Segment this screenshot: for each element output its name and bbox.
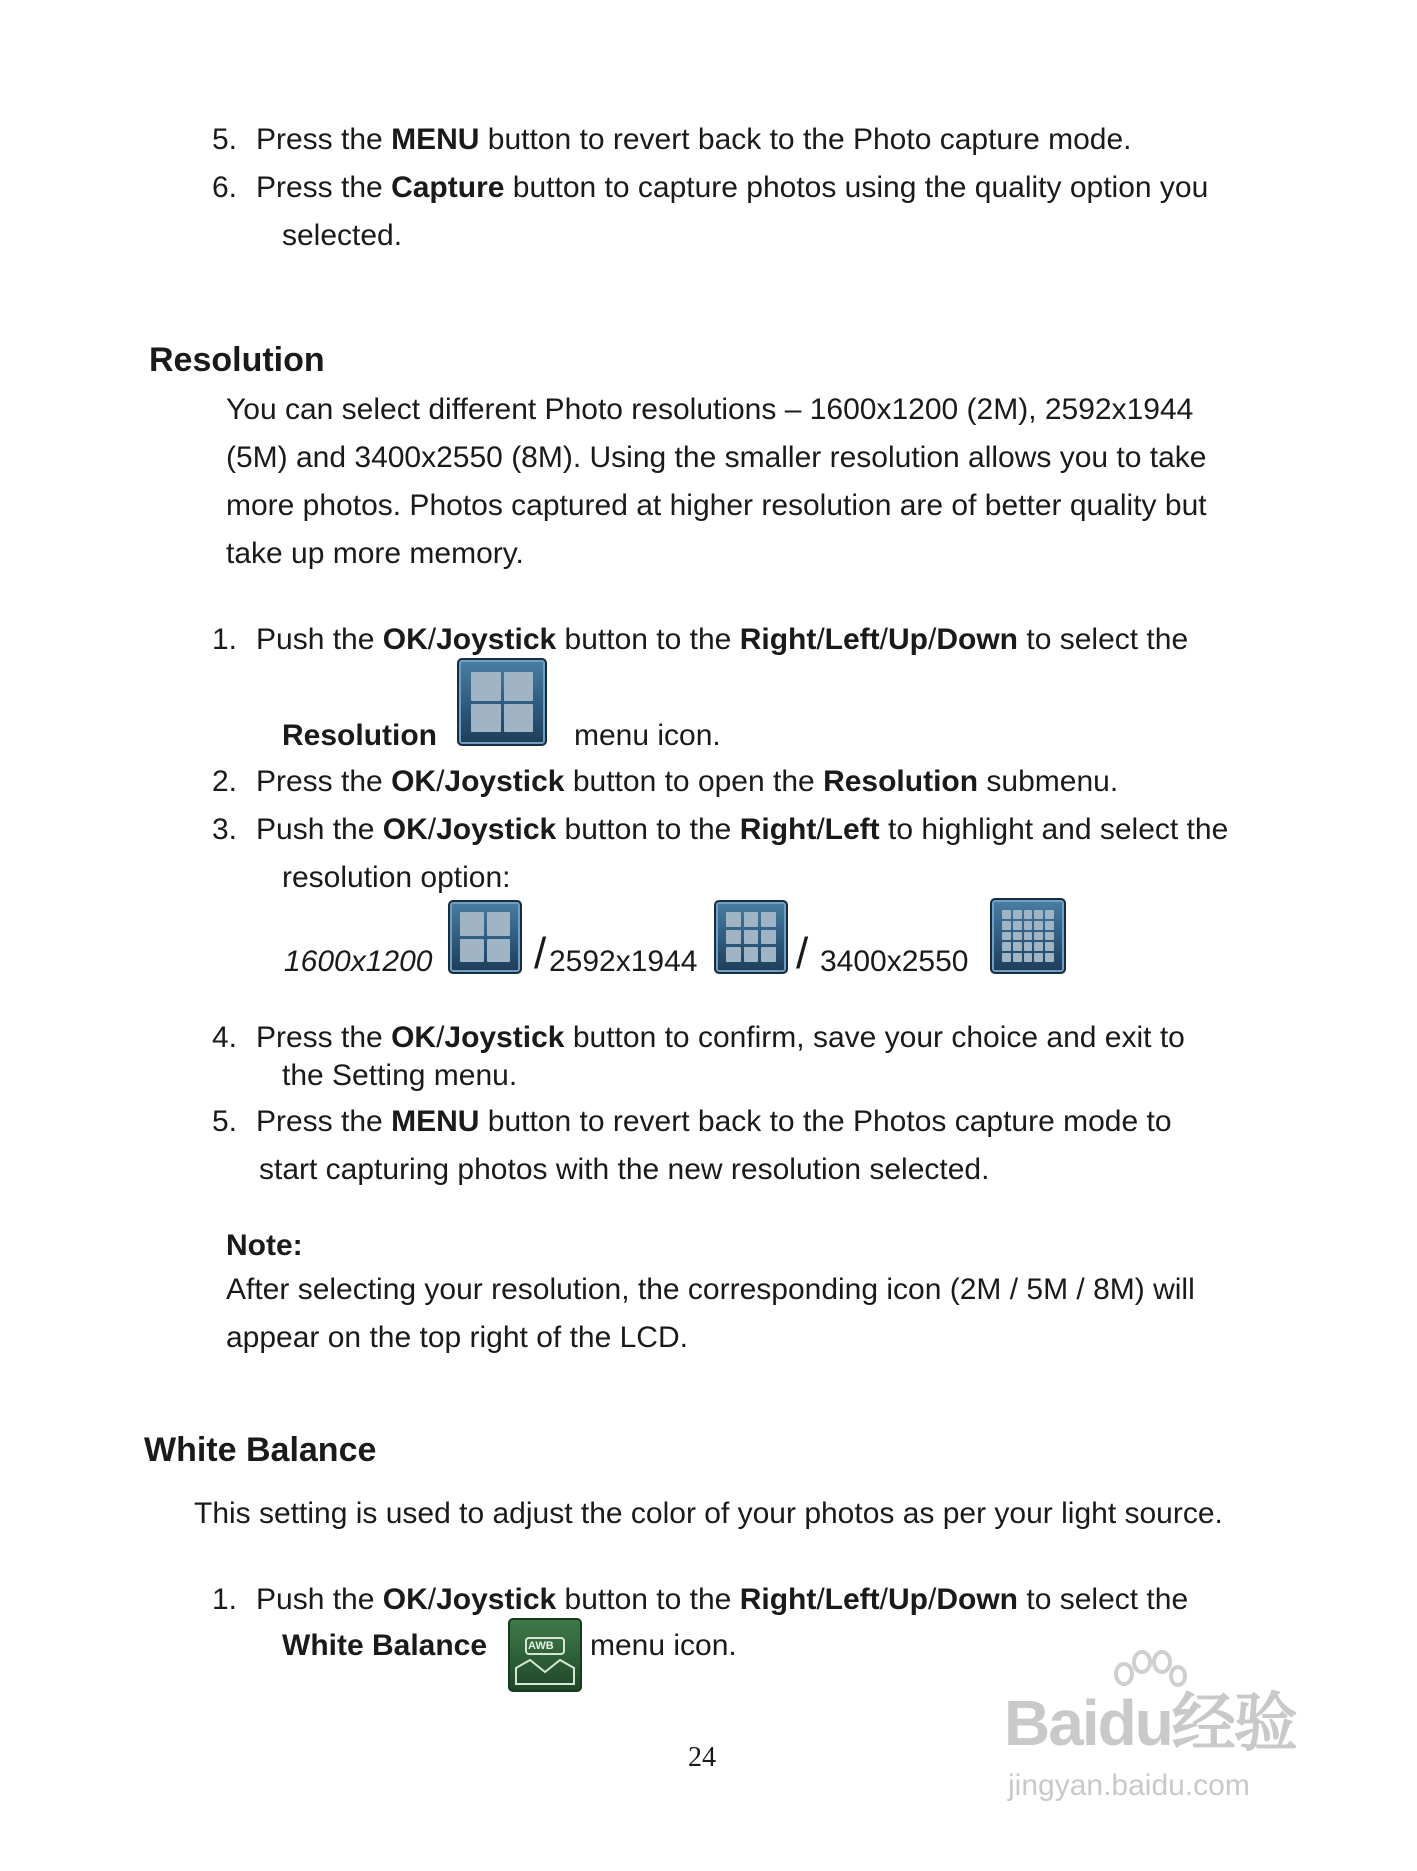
resolution-step-4-continuation: the Setting menu. [282, 1059, 518, 1092]
resolution-step-5-continuation: start capturing photos with the new resolution selected. [259, 1153, 990, 1186]
resolution-intro-line: You can select different Photo resolutions – 1600x1200 (2M), 2592x1944 [226, 393, 1194, 426]
white-balance-step-1: 1. Push the OK/Joystick button to the Right/Left/Up/Down to select the [212, 1583, 1189, 1616]
awb-icon-graphic [510, 1620, 580, 1690]
resolution-intro-line: (5M) and 3400x2550 (8M). Using the smaller resolution allows you to take [226, 441, 1207, 474]
resolution-intro-line: more photos. Photos captured at higher resolution are of better quality but [226, 489, 1207, 522]
section-heading-resolution: Resolution [149, 341, 325, 379]
white-balance-step-1-tail: menu icon. [590, 1629, 737, 1662]
resolution-step-3: 3. Push the OK/Joystick button to the Right/Left to highlight and select the [212, 813, 1229, 846]
awb-icon-label: AWB [528, 1640, 554, 1652]
option-separator: / [796, 929, 809, 978]
resolution-step-1: 1. Push the OK/Joystick button to the Right/Left/Up/Down to select the [212, 623, 1189, 656]
note-label: Note: [226, 1229, 303, 1262]
option-2592x1944: 2592x1944 [549, 945, 698, 978]
paw-icon [1110, 1650, 1190, 1706]
resolution-step-2: 2. Press the OK/Joystick button to open the Resolution submenu. [212, 765, 1119, 798]
resolution-grid-icon [457, 658, 547, 746]
resolution-intro-line: take up more memory. [226, 537, 524, 570]
option-separator: / [534, 929, 547, 978]
white-balance-intro: This setting is used to adjust the color of your photos as per your light source. [194, 1497, 1223, 1530]
grid-2x2-icon [448, 900, 522, 974]
resolution-step-3-continuation: resolution option: [282, 861, 511, 894]
option-3400x2550: 3400x2550 [820, 945, 969, 978]
watermark-url: jingyan.baidu.com [1008, 1769, 1250, 1802]
note-line: After selecting your resolution, the corresponding icon (2M / 5M / 8M) will [226, 1273, 1195, 1306]
step-number: 5. [212, 123, 238, 156]
grid-5x5-icon [990, 898, 1066, 974]
resolution-step-4: 4. Press the OK/Joystick button to confirm, save your choice and exit to [212, 1021, 1185, 1054]
grid-3x3-icon [714, 900, 788, 974]
option-1600x1200: 1600x1200 [284, 945, 433, 978]
watermark-logo: Baidu经验 [1004, 1687, 1296, 1759]
resolution-step-1-name: Resolution [282, 719, 437, 752]
resolution-step-5: 5. Press the MENU button to revert back to the Photos capture mode to [212, 1105, 1172, 1138]
note-line: appear on the top right of the LCD. [226, 1321, 688, 1354]
section-heading-white-balance: White Balance [144, 1431, 377, 1469]
step-number: 6. [212, 171, 238, 204]
white-balance-step-1-name: White Balance [282, 1629, 488, 1662]
step-6-top: 6. Press the Capture button to capture photos using the quality option you [212, 171, 1209, 204]
step-5-top: 5. Press the MENU button to revert back to the Photo capture mode. [212, 123, 1132, 156]
awb-icon [508, 1618, 582, 1692]
step-6-continuation: selected. [282, 219, 403, 252]
resolution-step-1-tail: menu icon. [574, 719, 721, 752]
page-number: 24 [688, 1742, 716, 1773]
